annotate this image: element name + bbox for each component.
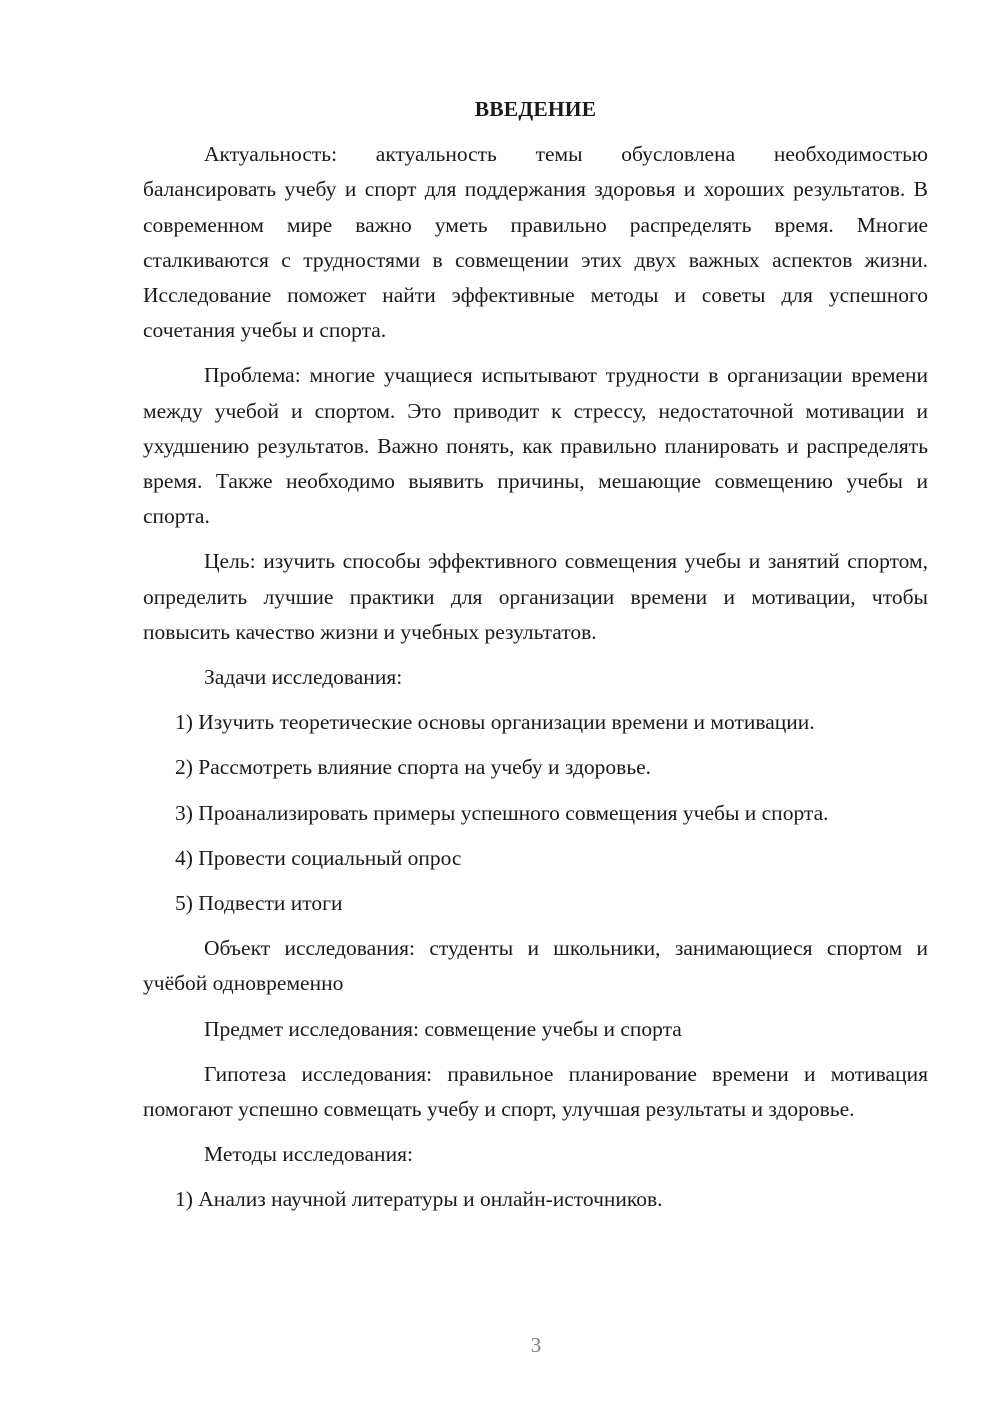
page-number: 3 xyxy=(530,1333,542,1357)
task-item: 1) Изучить теоретические основы организации времени и мотивации. xyxy=(175,710,815,735)
problem-paragraph: Проблема: многие учащиеся испытывают трудности в организации времени между учебой и спортом. Это приводит к стрессу, недостаточной мотивации и ухудшению результатов. Важно понять, как правильно планировать и распределять время. Также необходимо выявить причины, мешающие совмещению учебы и спорта. xyxy=(143,363,928,529)
object-paragraph: Объект исследования: студенты и школьники, занимающиеся спортом и учёбой одновременно xyxy=(143,936,928,996)
hypothesis-paragraph: Гипотеза исследования: правильное планирование времени и мотивация помогают успешно совмещать учебу и спорт, улучшая результаты и здоровье. xyxy=(143,1061,928,1122)
relevance-paragraph: Актуальность: актуальность темы обусловлена необходимостью балансировать учебу и спорт для поддержания здоровья и хороших результатов. В современном мире важно уметь правильно распределять время. Многие сталкиваются с трудностями в совмещении этих двух важных аспектов жизни. Исследование поможет найти эффективные методы и советы для успешного сочетания учебы и спорта. xyxy=(143,142,928,343)
tasks-heading: Задачи исследования: xyxy=(204,665,403,690)
task-item: 4) Провести социальный опрос xyxy=(175,845,462,870)
task-item: 2) Рассмотреть влияние спорта на учебу и здоровье. xyxy=(175,755,652,780)
goal-paragraph: Цель: изучить способы эффективного совмещения учебы и занятий спортом, определить лучшие практики для организации времени и мотивации, чтобы повысить качество жизни и учебных результатов. xyxy=(143,549,928,644)
page-content xyxy=(143,92,928,1228)
methods-heading: Методы исследования: xyxy=(204,1142,413,1167)
method-item: 1) Анализ научной литературы и онлайн-источников. xyxy=(175,1187,663,1212)
subject-paragraph: Предмет исследования: совмещение учебы и спорта xyxy=(204,1016,682,1041)
task-item: 3) Проанализировать примеры успешного совмещения учебы и спорта. xyxy=(175,800,829,825)
document-title: ВВЕДЕНИЕ xyxy=(474,97,597,121)
task-item: 5) Подвести итоги xyxy=(175,891,343,916)
